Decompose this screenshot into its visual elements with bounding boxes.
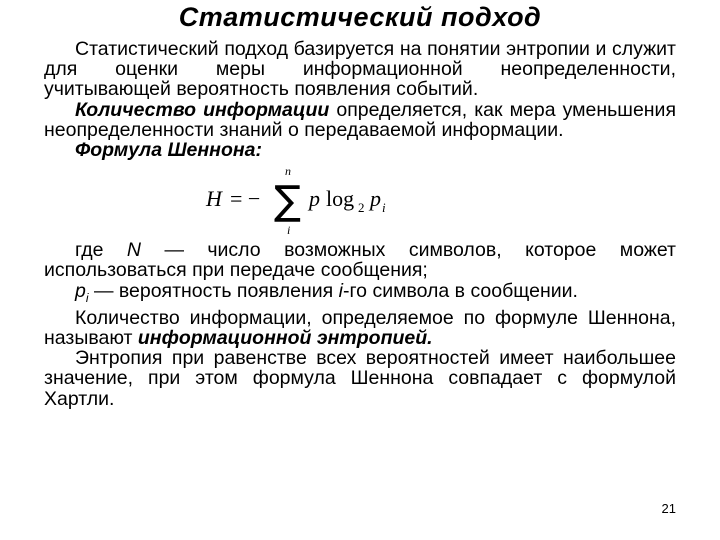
sigma-icon: ∑ xyxy=(274,178,301,225)
paragraph-information-amount xyxy=(44,100,676,140)
term-information-amount: Количество информации xyxy=(75,98,330,121)
formula-pi-subscript: i xyxy=(382,200,386,216)
paragraph-pi xyxy=(44,281,676,308)
paragraph-shannon-heading xyxy=(44,140,676,160)
slide-body xyxy=(44,39,676,409)
shannon-formula-svg xyxy=(204,164,464,242)
pi-text-rest: -го символа в сообщении. xyxy=(343,279,578,302)
formula-p: p xyxy=(309,186,320,212)
formula-log-base: 2 xyxy=(358,200,365,216)
shannon-formula xyxy=(44,160,676,240)
where-n-text: — число возможных символов, которое может использоваться при передаче сообщения; xyxy=(44,239,676,282)
var-p: p xyxy=(75,279,86,302)
formula-lhs: H xyxy=(206,186,222,212)
pi-text: — вероятность появления xyxy=(88,279,339,302)
where-prefix: где xyxy=(75,239,127,262)
slide-title: Статистический подход xyxy=(178,2,542,32)
formula-equals-minus: = − xyxy=(230,186,261,212)
page-number: 21 xyxy=(661,501,676,516)
formula-upper-limit: n xyxy=(285,164,291,179)
paragraph-hartley: Энтропия при равенстве всех вероятностей имеет наибольшее значение, при этом формула Шеннона совпадает с формулой Хартли. xyxy=(44,347,676,410)
var-p-subscript: i xyxy=(85,290,89,305)
paragraph-intro: Статистический подход базируется на понятии энтропии и служит для оценки меры информационной неопределенности, учитывающей вероятность появления событий. xyxy=(44,38,676,101)
paragraph-where-n xyxy=(44,240,676,280)
information-amount-definition: определяется, как мера уменьшения неопределенности знаний о передаваемой информации. xyxy=(44,98,677,141)
paragraph-entropy-name xyxy=(44,308,676,348)
formula-pi: p xyxy=(370,186,381,212)
entropy-name-text: Количество информации, определяемое по формуле Шеннона, называют xyxy=(44,306,676,349)
var-n: N xyxy=(126,239,141,262)
formula-log: log xyxy=(326,186,355,212)
var-i: i xyxy=(338,279,343,302)
formula-lower-limit: i xyxy=(287,223,291,238)
term-information-entropy: информационной энтропией. xyxy=(137,326,433,349)
shannon-formula-heading: Формула Шеннона: xyxy=(75,139,262,162)
